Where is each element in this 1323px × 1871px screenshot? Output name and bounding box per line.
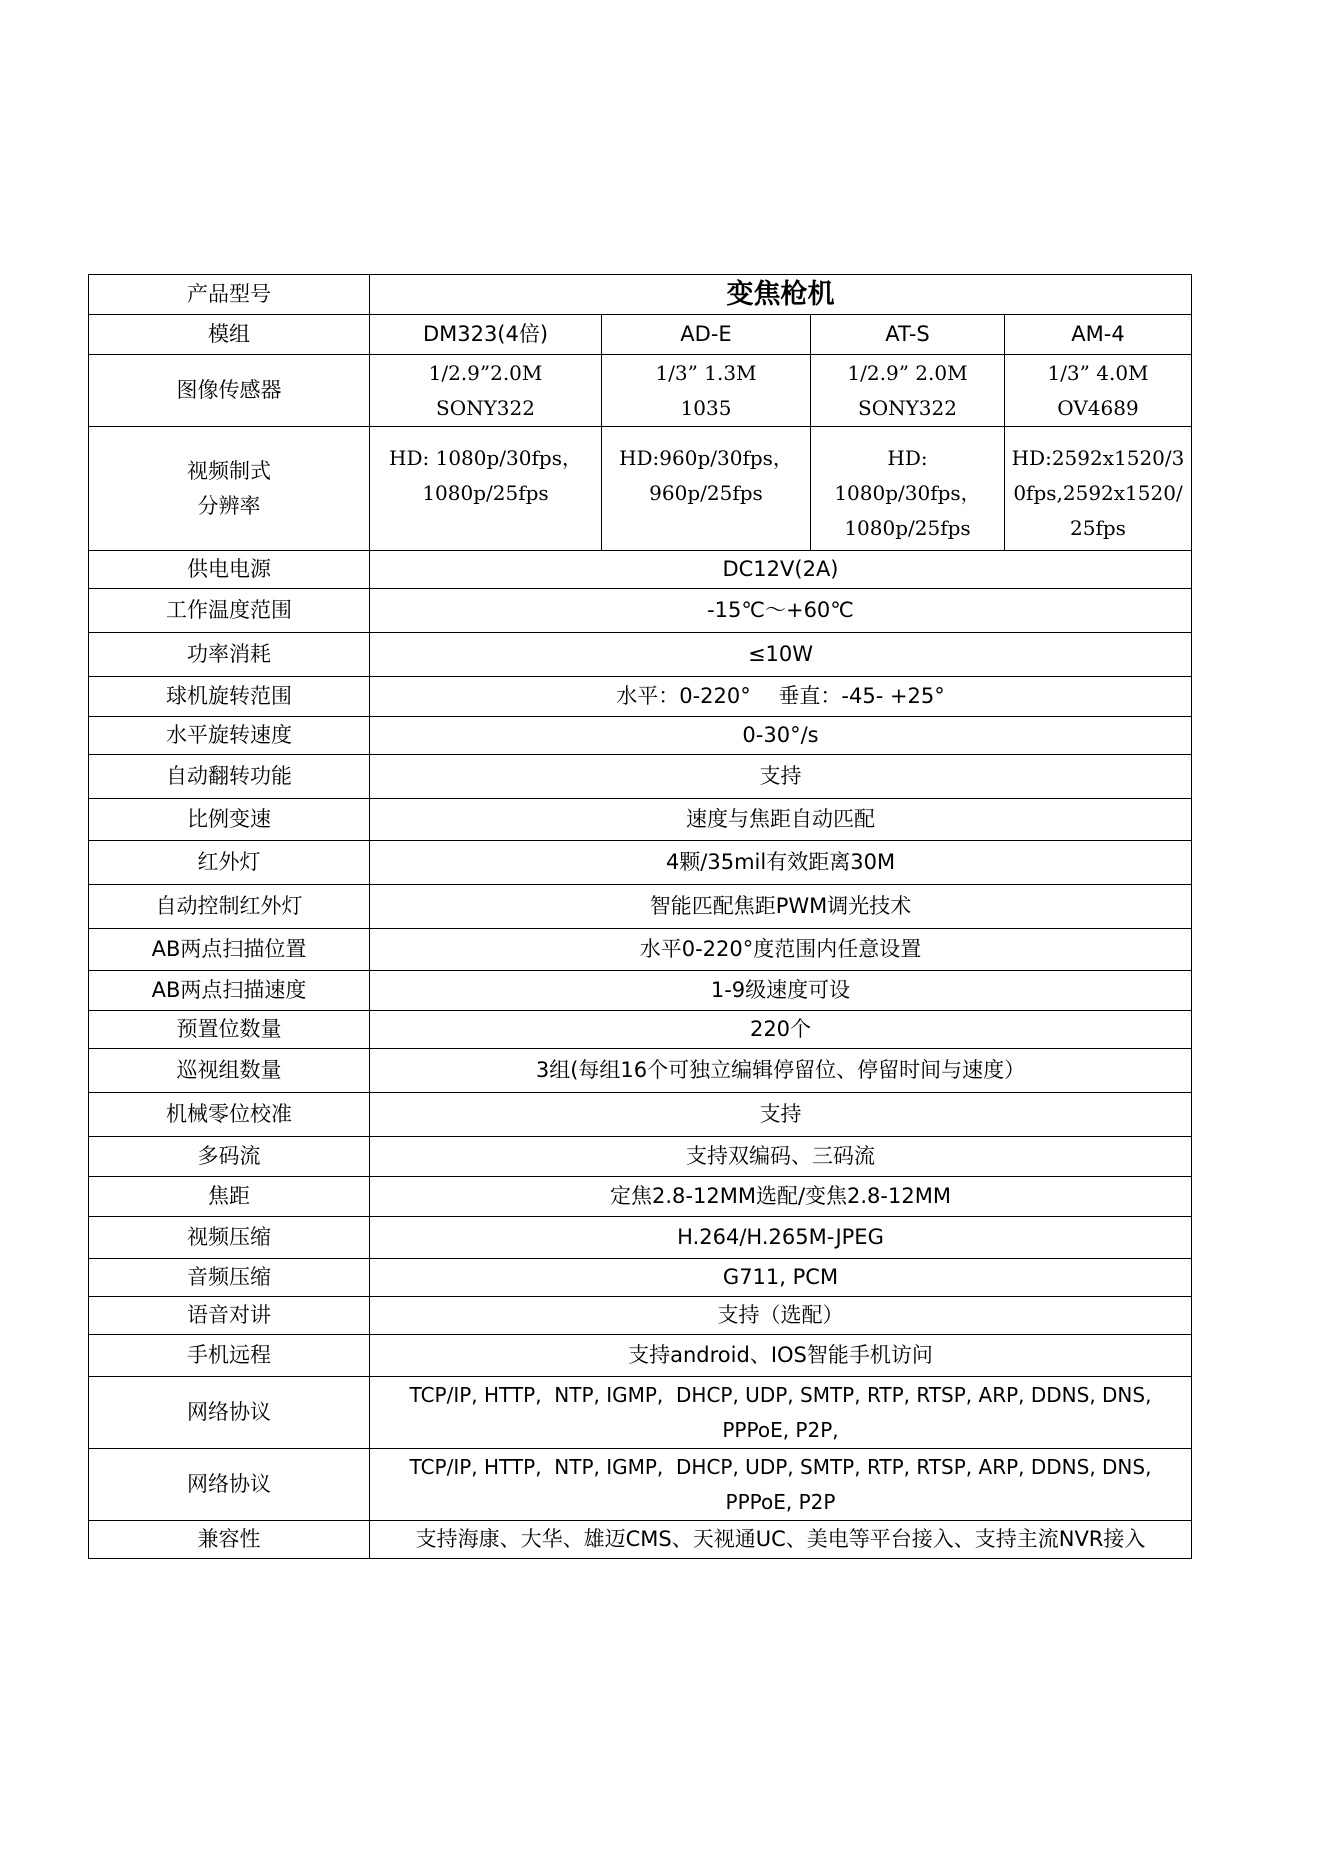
spec-row	[89, 929, 1192, 971]
protocol-label: 网络协议	[89, 1449, 370, 1521]
spec-value: 速度与焦距自动匹配	[370, 799, 1192, 841]
protocol-row	[89, 1449, 1192, 1521]
spec-table	[88, 274, 1192, 1559]
spec-label: 红外灯	[89, 841, 370, 885]
spec-row	[89, 551, 1192, 589]
sensor-size: 1/2.9” 2.0M	[847, 360, 968, 385]
spec-row	[89, 717, 1192, 755]
spec-row	[89, 755, 1192, 799]
spec-value: 支持android、IOS智能手机访问	[370, 1335, 1192, 1377]
spec-row	[89, 885, 1192, 929]
module-row	[89, 315, 1192, 355]
module-cell: DM323(4倍)	[370, 315, 602, 355]
spec-value: 3组(每组16个可独立编辑停留位、停留时间与速度）	[370, 1049, 1192, 1093]
spec-value: DC12V(2A)	[370, 551, 1192, 589]
spec-label: 多码流	[89, 1137, 370, 1177]
sensor-cell	[811, 355, 1005, 427]
protocol-label: 网络协议	[89, 1377, 370, 1449]
spec-label: 自动翻转功能	[89, 755, 370, 799]
spec-label: 预置位数量	[89, 1011, 370, 1049]
spec-label: AB两点扫描位置	[89, 929, 370, 971]
sensor-cell	[602, 355, 811, 427]
spec-row	[89, 589, 1192, 633]
spec-value: 4颗/35mil有效距离30M	[370, 841, 1192, 885]
spec-label: 功率消耗	[89, 633, 370, 677]
spec-label: 音频压缩	[89, 1259, 370, 1297]
resolution-cell: HD:2592x1520/30fps,2592x1520/25fps	[1005, 427, 1192, 551]
sensor-size: 1/3” 1.3M	[655, 360, 757, 385]
spec-row	[89, 841, 1192, 885]
spec-label: 巡视组数量	[89, 1049, 370, 1093]
spec-label: 球机旋转范围	[89, 677, 370, 717]
spec-row	[89, 1011, 1192, 1049]
spec-row	[89, 1049, 1192, 1093]
spec-label: 机械零位校准	[89, 1093, 370, 1137]
resolution-label-text: 分辨率	[197, 493, 261, 518]
spec-label: 比例变速	[89, 799, 370, 841]
spec-value: 1-9级速度可设	[370, 971, 1192, 1011]
spec-label: 供电电源	[89, 551, 370, 589]
module-cell: AD-E	[602, 315, 811, 355]
product-model-row	[89, 275, 1192, 315]
spec-label: AB两点扫描速度	[89, 971, 370, 1011]
protocol-line: PPPoE, P2P	[725, 1489, 836, 1514]
spec-row	[89, 677, 1192, 717]
spec-label: 工作温度范围	[89, 589, 370, 633]
spec-label: 手机远程	[89, 1335, 370, 1377]
sensor-chip: SONY322	[858, 395, 957, 420]
spec-value: -15℃～+60℃	[370, 589, 1192, 633]
sensor-size: 1/2.9”2.0M	[428, 360, 543, 385]
protocol-line: PPPoE, P2P,	[722, 1417, 839, 1442]
module-cell: AM-4	[1005, 315, 1192, 355]
spec-row	[89, 1335, 1192, 1377]
spec-row	[89, 1217, 1192, 1259]
spec-value: 定焦2.8-12MM选配/变焦2.8-12MM	[370, 1177, 1192, 1217]
spec-value: 220个	[370, 1011, 1192, 1049]
resolution-cell: HD: 1080p/30fps，1080p/25fps	[370, 427, 602, 551]
module-cell: AT-S	[811, 315, 1005, 355]
resolution-label	[89, 427, 370, 551]
protocol-rows	[89, 1377, 1192, 1521]
product-model-label: 产品型号	[89, 275, 370, 315]
spec-value: 支持	[370, 755, 1192, 799]
spec-label: 语音对讲	[89, 1297, 370, 1335]
spec-value: 支持双编码、三码流	[370, 1137, 1192, 1177]
module-label: 模组	[89, 315, 370, 355]
spec-row	[89, 1093, 1192, 1137]
sensor-label: 图像传感器	[89, 355, 370, 427]
spec-value: 水平：0-220° 垂直：-45- +25°	[370, 677, 1192, 717]
protocol-value	[370, 1377, 1192, 1449]
compat-value: 支持海康、大华、雄迈CMS、天视通UC、美电等平台接入、支持主流NVR接入	[370, 1521, 1192, 1559]
compat-row	[89, 1521, 1192, 1559]
video-format-label: 视频制式	[187, 458, 271, 483]
spec-value: 水平0-220°度范围内任意设置	[370, 929, 1192, 971]
sensor-chip: SONY322	[436, 395, 535, 420]
spec-value: ≤10W	[370, 633, 1192, 677]
protocol-line: TCP/IP, HTTP, NTP, IGMP, DHCP, UDP, SMTP, RTP, RTSP, ARP, DDNS, DNS,	[409, 1454, 1152, 1479]
spec-value: 支持（选配）	[370, 1297, 1192, 1335]
spec-label: 自动控制红外灯	[89, 885, 370, 929]
spec-value: H.264/H.265M-JPEG	[370, 1217, 1192, 1259]
spec-row	[89, 1137, 1192, 1177]
spec-row	[89, 1259, 1192, 1297]
protocol-value	[370, 1449, 1192, 1521]
sensor-chip: OV4689	[1057, 395, 1139, 420]
resolution-row	[89, 427, 1192, 551]
spec-value: 智能匹配焦距PWM调光技术	[370, 885, 1192, 929]
resolution-cell: HD: 1080p/30fps，1080p/25fps	[811, 427, 1005, 551]
spec-label: 焦距	[89, 1177, 370, 1217]
spec-row	[89, 1297, 1192, 1335]
sensor-chip: 1035	[680, 395, 732, 420]
spec-rows	[89, 551, 1192, 1377]
compat-label: 兼容性	[89, 1521, 370, 1559]
spec-value: 支持	[370, 1093, 1192, 1137]
protocol-row	[89, 1377, 1192, 1449]
spec-value: 0-30°/s	[370, 717, 1192, 755]
sensor-row	[89, 355, 1192, 427]
spec-row	[89, 971, 1192, 1011]
spec-label: 视频压缩	[89, 1217, 370, 1259]
resolution-cell: HD:960p/30fps，960p/25fps	[602, 427, 811, 551]
spec-row	[89, 799, 1192, 841]
protocol-line: TCP/IP, HTTP, NTP, IGMP, DHCP, UDP, SMTP, RTP, RTSP, ARP, DDNS, DNS,	[409, 1382, 1152, 1407]
spec-row	[89, 633, 1192, 677]
spec-label: 水平旋转速度	[89, 717, 370, 755]
spec-row	[89, 1177, 1192, 1217]
sensor-cell	[1005, 355, 1192, 427]
sensor-size: 1/3” 4.0M	[1047, 360, 1149, 385]
spec-value: G711, PCM	[370, 1259, 1192, 1297]
sensor-cell	[370, 355, 602, 427]
product-title: 变焦枪机	[370, 275, 1192, 315]
